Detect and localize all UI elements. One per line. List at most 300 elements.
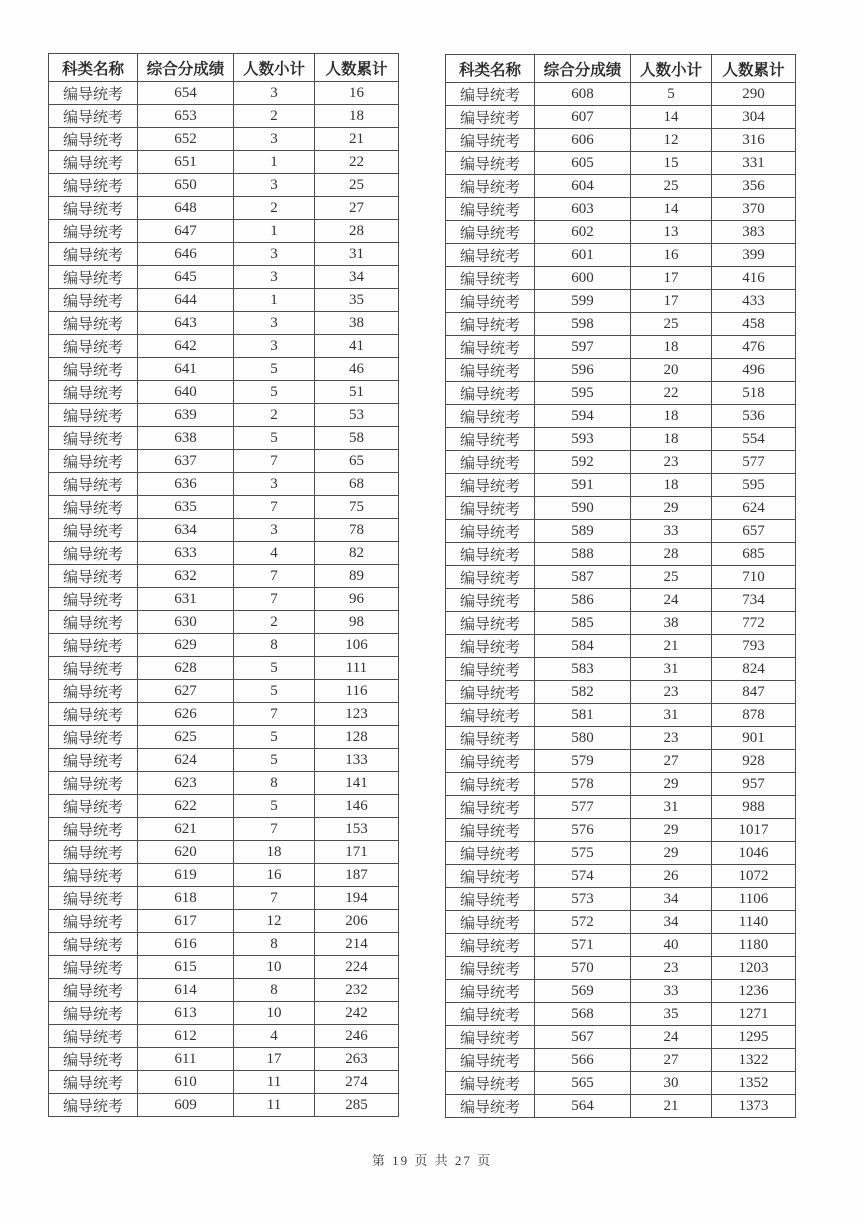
table-cell: 628 [138,657,234,680]
table-cell: 编导统考 [49,864,138,887]
table-cell: 647 [138,220,234,243]
table-cell: 31 [631,796,712,819]
column-header: 人数小计 [631,55,712,83]
table-cell: 644 [138,289,234,312]
table-cell: 编导统考 [49,565,138,588]
table-cell: 606 [535,129,631,152]
table-cell: 编导统考 [446,520,535,543]
table-cell: 957 [712,773,796,796]
table-row [446,359,796,382]
table-cell: 编导统考 [49,887,138,910]
table-row [446,106,796,129]
table-cell: 21 [315,128,399,151]
table-cell: 356 [712,175,796,198]
table-row [446,1072,796,1095]
table-row [446,1095,796,1118]
table-cell: 34 [631,888,712,911]
table-row [446,336,796,359]
table-cell: 编导统考 [49,772,138,795]
table-cell: 631 [138,588,234,611]
table-cell: 18 [315,105,399,128]
table-cell: 编导统考 [49,841,138,864]
table-cell: 编导统考 [446,635,535,658]
table-cell: 31 [315,243,399,266]
table-cell: 616 [138,933,234,956]
table-cell: 7 [234,588,315,611]
table-cell: 1322 [712,1049,796,1072]
table-cell: 1017 [712,819,796,842]
table-cell: 41 [315,335,399,358]
table-cell: 370 [712,198,796,221]
table-cell: 编导统考 [446,1003,535,1026]
table-row [49,128,399,151]
table-row [49,243,399,266]
table-cell: 573 [535,888,631,911]
table-cell: 290 [712,83,796,106]
table-cell: 23 [631,681,712,704]
table-cell: 编导统考 [49,358,138,381]
table-cell: 29 [631,842,712,865]
header-row [446,55,796,83]
table-row [49,1002,399,1025]
table-cell: 3 [234,174,315,197]
table-cell: 3 [234,473,315,496]
table-cell: 58 [315,427,399,450]
table-cell: 592 [535,451,631,474]
table-cell: 194 [315,887,399,910]
table-cell: 3 [234,128,315,151]
table-cell: 20 [631,359,712,382]
table-cell: 34 [315,266,399,289]
table-cell: 285 [315,1094,399,1117]
table-cell: 1203 [712,957,796,980]
table-cell: 615 [138,956,234,979]
table-cell: 595 [712,474,796,497]
table-cell: 133 [315,749,399,772]
table-cell: 编导统考 [446,934,535,957]
table-cell: 629 [138,634,234,657]
table-cell: 1180 [712,934,796,957]
table-cell: 171 [315,841,399,864]
table-cell: 476 [712,336,796,359]
table-cell: 14 [631,106,712,129]
table-cell: 编导统考 [446,244,535,267]
table-cell: 128 [315,726,399,749]
table-cell: 编导统考 [446,865,535,888]
table-cell: 29 [631,773,712,796]
table-cell: 710 [712,566,796,589]
table-cell: 496 [712,359,796,382]
table-cell: 625 [138,726,234,749]
table-cell: 609 [138,1094,234,1117]
table-row [446,175,796,198]
table-cell: 635 [138,496,234,519]
table-cell: 编导统考 [49,634,138,657]
table-row [49,82,399,105]
table-cell: 623 [138,772,234,795]
table-cell: 33 [631,520,712,543]
table-cell: 645 [138,266,234,289]
table-cell: 编导统考 [49,335,138,358]
table-cell: 编导统考 [446,1026,535,1049]
table-cell: 214 [315,933,399,956]
table-row [49,956,399,979]
table-row [49,174,399,197]
table-cell: 编导统考 [49,312,138,335]
table-row [49,887,399,910]
table-cell: 734 [712,589,796,612]
table-row [49,358,399,381]
table-cell: 5 [234,657,315,680]
table-cell: 3 [234,82,315,105]
table-row [49,496,399,519]
table-cell: 627 [138,680,234,703]
header-row [49,54,399,82]
table-cell: 901 [712,727,796,750]
table-cell: 编导统考 [49,956,138,979]
table-cell: 4 [234,542,315,565]
table-cell: 2 [234,611,315,634]
table-cell: 458 [712,313,796,336]
table-cell: 编导统考 [49,151,138,174]
table-row [49,588,399,611]
table-cell: 18 [631,405,712,428]
table-cell: 编导统考 [49,174,138,197]
table-cell: 编导统考 [446,129,535,152]
table-cell: 78 [315,519,399,542]
table-cell: 25 [631,566,712,589]
table-cell: 619 [138,864,234,887]
table-cell: 7 [234,818,315,841]
table-cell: 624 [138,749,234,772]
table-row [49,266,399,289]
table-cell: 123 [315,703,399,726]
table-cell: 564 [535,1095,631,1118]
table-cell: 588 [535,543,631,566]
table-cell: 编导统考 [446,1072,535,1095]
table-cell: 1 [234,289,315,312]
table-row [49,1025,399,1048]
table-cell: 651 [138,151,234,174]
score-table-right [445,54,796,1118]
table-cell: 46 [315,358,399,381]
table-cell: 89 [315,565,399,588]
table-cell: 575 [535,842,631,865]
table-cell: 141 [315,772,399,795]
table-cell: 5 [631,83,712,106]
table-cell: 3 [234,266,315,289]
score-table-left [48,53,399,1117]
table-cell: 编导统考 [446,1095,535,1118]
table-cell: 654 [138,82,234,105]
table-cell: 5 [234,749,315,772]
table-cell: 304 [712,106,796,129]
table-cell: 编导统考 [446,428,535,451]
table-row [49,519,399,542]
table-cell: 772 [712,612,796,635]
table-cell: 25 [315,174,399,197]
table-row [446,244,796,267]
table-cell: 1106 [712,888,796,911]
table-cell: 594 [535,405,631,428]
table-row [49,864,399,887]
table-cell: 29 [631,819,712,842]
table-cell: 599 [535,290,631,313]
table-cell: 589 [535,520,631,543]
table-cell: 610 [138,1071,234,1094]
table-cell: 614 [138,979,234,1002]
table-cell: 1271 [712,1003,796,1026]
table-cell: 18 [631,428,712,451]
table-row [446,842,796,865]
table-cell: 416 [712,267,796,290]
table-cell: 编导统考 [446,658,535,681]
table-cell: 605 [535,152,631,175]
table-cell: 878 [712,704,796,727]
table-cell: 988 [712,796,796,819]
table-cell: 399 [712,244,796,267]
table-cell: 574 [535,865,631,888]
table-cell: 98 [315,611,399,634]
table-cell: 587 [535,566,631,589]
table-cell: 232 [315,979,399,1002]
table-cell: 607 [535,106,631,129]
table-cell: 68 [315,473,399,496]
table-row [49,105,399,128]
table-cell: 31 [631,658,712,681]
table-cell: 编导统考 [49,588,138,611]
table-cell: 111 [315,657,399,680]
table-cell: 630 [138,611,234,634]
table-cell: 编导统考 [49,818,138,841]
table-cell: 21 [631,635,712,658]
table-cell: 编导统考 [49,404,138,427]
table-cell: 7 [234,887,315,910]
table-cell: 568 [535,1003,631,1026]
table-cell: 编导统考 [446,451,535,474]
table-row [446,152,796,175]
table-cell: 23 [631,451,712,474]
table-cell: 编导统考 [49,496,138,519]
table-cell: 编导统考 [49,289,138,312]
table-row [49,565,399,588]
table-cell: 4 [234,1025,315,1048]
table-cell: 597 [535,336,631,359]
table-row [49,1048,399,1071]
column-header: 人数累计 [712,55,796,83]
table-cell: 383 [712,221,796,244]
table-row [446,819,796,842]
table-row [446,428,796,451]
table-row [446,612,796,635]
table-cell: 编导统考 [49,243,138,266]
table-cell: 652 [138,128,234,151]
table-cell: 编导统考 [446,750,535,773]
table-row [446,1049,796,1072]
table-cell: 65 [315,450,399,473]
table-cell: 634 [138,519,234,542]
table-cell: 586 [535,589,631,612]
table-cell: 106 [315,634,399,657]
table-cell: 577 [712,451,796,474]
table-row [446,589,796,612]
table-cell: 编导统考 [446,888,535,911]
table-cell: 153 [315,818,399,841]
table-cell: 617 [138,910,234,933]
table-cell: 824 [712,658,796,681]
table-cell: 582 [535,681,631,704]
table-row [446,267,796,290]
table-cell: 38 [631,612,712,635]
table-cell: 187 [315,864,399,887]
table-cell: 编导统考 [446,336,535,359]
table-cell: 24 [631,1026,712,1049]
table-cell: 16 [234,864,315,887]
table-cell: 25 [631,175,712,198]
table-cell: 536 [712,405,796,428]
table-cell: 编导统考 [446,313,535,336]
table-row [446,1026,796,1049]
table-cell: 编导统考 [446,957,535,980]
table-row [446,474,796,497]
table-cell: 577 [535,796,631,819]
table-row [49,473,399,496]
table-row [446,543,796,566]
table-cell: 518 [712,382,796,405]
table-cell: 637 [138,450,234,473]
table-cell: 648 [138,197,234,220]
table-cell: 576 [535,819,631,842]
table-cell: 596 [535,359,631,382]
table-cell: 编导统考 [446,290,535,313]
table-cell: 24 [631,589,712,612]
table-row [49,404,399,427]
table-cell: 12 [234,910,315,933]
table-cell: 581 [535,704,631,727]
table-cell: 35 [315,289,399,312]
table-cell: 编导统考 [49,1048,138,1071]
table-row [446,773,796,796]
column-header: 综合分成绩 [535,55,631,83]
table-cell: 22 [631,382,712,405]
table-cell: 8 [234,979,315,1002]
table-row [446,635,796,658]
table-cell: 5 [234,726,315,749]
table-cell: 7 [234,703,315,726]
table-cell: 636 [138,473,234,496]
table-cell: 21 [631,1095,712,1118]
table-cell: 1046 [712,842,796,865]
table-cell: 584 [535,635,631,658]
table-cell: 27 [631,1049,712,1072]
table-cell: 编导统考 [49,542,138,565]
table-cell: 40 [631,934,712,957]
table-row [446,497,796,520]
table-cell: 编导统考 [446,612,535,635]
table-cell: 263 [315,1048,399,1071]
table-cell: 编导统考 [49,795,138,818]
table-row [49,220,399,243]
table-cell: 编导统考 [446,911,535,934]
table-cell: 657 [712,520,796,543]
table-cell: 793 [712,635,796,658]
table-row [446,1003,796,1026]
column-header: 科类名称 [446,55,535,83]
table-row [49,450,399,473]
table-cell: 1352 [712,1072,796,1095]
table-cell: 433 [712,290,796,313]
table-cell: 1072 [712,865,796,888]
table-cell: 570 [535,957,631,980]
table-cell: 17 [631,267,712,290]
table-cell: 600 [535,267,631,290]
table-cell: 2 [234,404,315,427]
table-cell: 18 [234,841,315,864]
table-row [446,681,796,704]
table-cell: 22 [315,151,399,174]
table-row [49,634,399,657]
table-cell: 33 [631,980,712,1003]
table-cell: 34 [631,911,712,934]
table-cell: 5 [234,427,315,450]
table-cell: 53 [315,404,399,427]
table-row [446,221,796,244]
table-cell: 601 [535,244,631,267]
table-cell: 编导统考 [446,681,535,704]
table-row [446,382,796,405]
table-cell: 编导统考 [49,381,138,404]
table-cell: 246 [315,1025,399,1048]
table-cell: 621 [138,818,234,841]
table-row [49,197,399,220]
table-cell: 5 [234,381,315,404]
table-cell: 613 [138,1002,234,1025]
table-row [49,1094,399,1117]
table-row [446,796,796,819]
table-row [446,980,796,1003]
table-cell: 593 [535,428,631,451]
table-cell: 8 [234,933,315,956]
table-row [49,933,399,956]
table-cell: 7 [234,565,315,588]
table-cell: 编导统考 [49,703,138,726]
table-cell: 590 [535,497,631,520]
table-cell: 编导统考 [446,267,535,290]
table-row [446,451,796,474]
table-cell: 624 [712,497,796,520]
table-cell: 10 [234,1002,315,1025]
table-cell: 82 [315,542,399,565]
table-cell: 编导统考 [49,657,138,680]
table-row [446,198,796,221]
table-row [49,749,399,772]
table-cell: 3 [234,519,315,542]
table-cell: 569 [535,980,631,1003]
table-cell: 96 [315,588,399,611]
table-cell: 611 [138,1048,234,1071]
table-cell: 1373 [712,1095,796,1118]
table-cell: 642 [138,335,234,358]
table-row [49,680,399,703]
table-cell: 603 [535,198,631,221]
table-cell: 626 [138,703,234,726]
table-row [446,405,796,428]
table-cell: 编导统考 [49,749,138,772]
table-cell: 编导统考 [446,819,535,842]
table-row [446,865,796,888]
table-row [49,1071,399,1094]
table-cell: 编导统考 [446,497,535,520]
